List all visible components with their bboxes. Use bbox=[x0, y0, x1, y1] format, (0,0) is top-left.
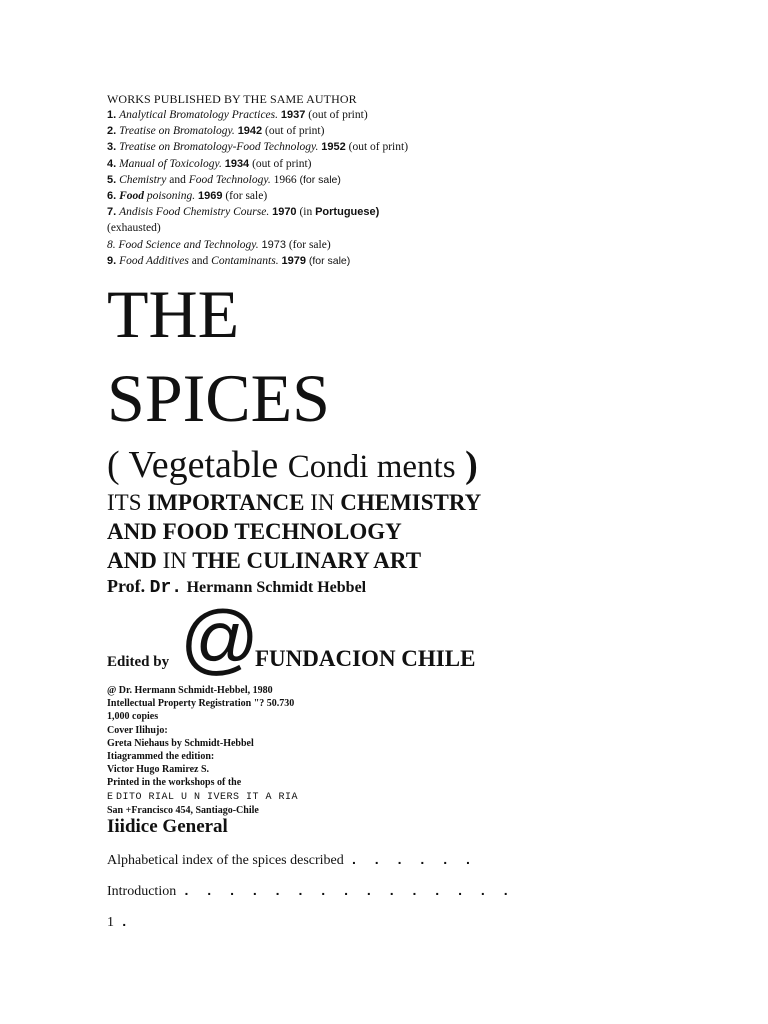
works-item: 8. Food Science and Technology. 1973 (for sale) bbox=[107, 238, 331, 251]
credit-line: Cover Ilihujo: bbox=[107, 724, 168, 736]
table-of-contents bbox=[107, 850, 707, 943]
title-line-2: SPICES bbox=[107, 360, 330, 436]
works-heading: WORKS PUBLISHED BY THE SAME AUTHOR bbox=[107, 92, 357, 106]
credits-block bbox=[107, 684, 298, 817]
importance-line: AND IN THE CULINARY ART bbox=[107, 548, 422, 573]
credit-line: @ Dr. Hermann Schmidt-Hebbel, 1980 bbox=[107, 685, 273, 696]
at-logo-icon: @ bbox=[180, 594, 260, 682]
works-item: 4. Manual of Toxicology. 1934 (out of print) bbox=[107, 157, 312, 170]
importance-block bbox=[107, 488, 481, 575]
author-line: Prof. Dr. Hermann Schmidt Hebbel bbox=[107, 576, 367, 598]
works-item: 2. Treatise on Bromatology. 1942 (out of print) bbox=[107, 125, 325, 138]
works-item: 1. Analytical Bromatology Practices. 1937 (out of print) bbox=[107, 109, 368, 121]
credit-line: San +Francisco 454, Santiago-Chile bbox=[107, 804, 259, 816]
works-item: 3. Treatise on Bromatology-Food Technology. 1952 (out of print) bbox=[107, 141, 409, 154]
toc-row[interactable]: Alphabetical index of the spices described . . . . . . bbox=[107, 853, 476, 869]
credit-line: Intellectual Property Registration "? 50.730 bbox=[107, 698, 295, 710]
publisher-block bbox=[107, 594, 747, 686]
toc-row[interactable]: 1 . bbox=[107, 915, 132, 931]
importance-line: AND FOOD TECHNOLOGY bbox=[107, 519, 402, 544]
works-list bbox=[107, 107, 408, 269]
importance-line: ITS IMPORTANCE IN CHEMISTRY bbox=[107, 490, 482, 515]
works-item: 7. Andisis Food Chemistry Course. 1970 (in Portuguese) (exhausted) bbox=[107, 206, 380, 235]
credit-line: Printed in the workshops of the bbox=[107, 777, 242, 789]
works-item: 9. Food Additives and Contaminants. 1979 (for sale) bbox=[107, 254, 351, 267]
credit-line: Greta Niehaus by Schmidt-Hebbel bbox=[107, 737, 254, 749]
credit-line: 1,000 copies bbox=[107, 711, 159, 723]
works-item: 5. Chemistry and Food Technology. 1966 (for sale) bbox=[107, 173, 341, 186]
credit-line: Itiagrammed the edition: bbox=[107, 751, 215, 763]
title-line-1: THE bbox=[107, 276, 240, 352]
subtitle: ( Vegetable Condi ments ) bbox=[107, 444, 478, 486]
works-item: 6. Food poisoning. 1969 (for sale) bbox=[107, 190, 268, 203]
edited-by-label: Edited by bbox=[107, 654, 170, 670]
toc-row[interactable]: Introduction . . . . . . . . . . . . . . . bbox=[107, 884, 513, 900]
publisher-name: FUNDACION CHILE bbox=[255, 646, 476, 671]
credit-line: E DITO RIAL U N IVERS IT A RIA bbox=[107, 791, 299, 803]
index-title: Iiidice General bbox=[107, 816, 228, 837]
credit-line: Victor Hugo Ramirez S. bbox=[107, 764, 210, 776]
